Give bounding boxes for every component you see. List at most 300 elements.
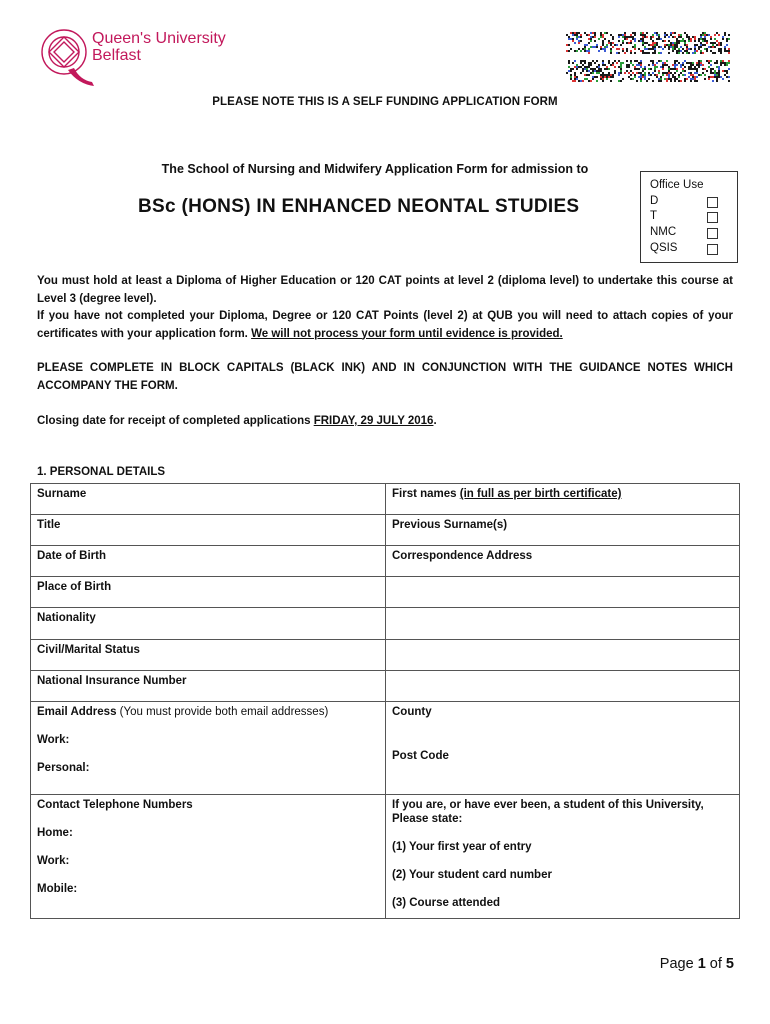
barcode-module: [696, 44, 698, 46]
barcode-module: [672, 68, 674, 70]
barcode-module: [626, 48, 628, 50]
barcode-module: [576, 32, 578, 34]
barcode-module: [620, 68, 622, 70]
barcode-module: [690, 40, 692, 42]
barcode-module: [724, 46, 726, 48]
previous-student-field[interactable]: [386, 795, 740, 919]
barcode-module: [624, 72, 626, 74]
barcode-module: [638, 68, 640, 70]
barcode-module: [670, 78, 672, 80]
barcode-module: [686, 78, 688, 80]
barcode-module: [598, 66, 600, 68]
barcode-module: [698, 48, 700, 50]
barcode-module: [712, 52, 714, 54]
barcode-module: [700, 64, 702, 66]
barcode-module: [692, 52, 694, 54]
barcode-module: [674, 32, 676, 34]
barcode-module: [640, 50, 642, 52]
marital-status-field[interactable]: [31, 640, 386, 671]
barcode-module: [596, 66, 598, 68]
barcode-module: [652, 44, 654, 46]
barcode-module: [610, 44, 612, 46]
barcode-module: [690, 64, 692, 66]
barcode-module: [680, 80, 682, 82]
barcode-module: [714, 72, 716, 74]
barcode-module: [580, 60, 582, 62]
barcode-module: [666, 74, 668, 76]
barcode-module: [654, 52, 656, 54]
barcode-module: [678, 74, 680, 76]
barcode-module: [696, 68, 698, 70]
title-field[interactable]: [31, 515, 386, 546]
barcode-module: [600, 36, 602, 38]
barcode-module: [698, 62, 700, 64]
barcode-module: [688, 48, 690, 50]
barcode-module: [634, 40, 636, 42]
email-personal-label: Personal:: [37, 762, 90, 774]
barcode-module: [684, 44, 686, 46]
office-use-checkbox[interactable]: [707, 212, 718, 223]
barcode-module: [688, 62, 690, 64]
barcode-module: [678, 52, 680, 54]
barcode-module: [614, 44, 616, 46]
barcode-module: [618, 36, 620, 38]
barcode-module: [604, 38, 606, 40]
barcode-module: [634, 60, 636, 62]
barcode-module: [702, 68, 704, 70]
barcode-module: [672, 74, 674, 76]
barcode-module: [668, 52, 670, 54]
barcode-module: [726, 64, 728, 66]
barcode-module: [704, 48, 706, 50]
barcode-module: [680, 72, 682, 74]
barcode-module: [698, 66, 700, 68]
barcode-module: [656, 66, 658, 68]
barcode-module: [624, 38, 626, 40]
barcode-module: [652, 80, 654, 82]
barcode-module: [648, 72, 650, 74]
barcode-module: [710, 50, 712, 52]
barcode-module: [656, 74, 658, 76]
barcode-module: [720, 42, 722, 44]
barcode-module: [660, 76, 662, 78]
barcode-module: [726, 40, 728, 42]
county-postcode-field[interactable]: [386, 702, 740, 795]
barcode-module: [634, 76, 636, 78]
barcode-module: [684, 32, 686, 34]
barcode-module: [714, 34, 716, 36]
barcode-module: [664, 32, 666, 34]
barcode-module: [656, 32, 658, 34]
barcode-module: [578, 40, 580, 42]
barcode-module: [664, 40, 666, 42]
barcode-module: [640, 66, 642, 68]
barcode-module: [602, 42, 604, 44]
ni-number-field[interactable]: [31, 671, 386, 702]
barcode-module: [640, 64, 642, 66]
barcode-module: [602, 76, 604, 78]
barcode-module: [694, 50, 696, 52]
barcode-module: [582, 48, 584, 50]
barcode-module: [676, 78, 678, 80]
barcode-module: [602, 64, 604, 66]
barcode-module: [720, 48, 722, 50]
barcode-module: [718, 44, 720, 46]
barcode-module: [694, 36, 696, 38]
barcode-module: [690, 80, 692, 82]
barcode-module: [672, 76, 674, 78]
barcode-module: [672, 50, 674, 52]
barcode-module: [576, 50, 578, 52]
barcode-module: [642, 70, 644, 72]
barcode-module: [568, 70, 570, 72]
barcode-module: [590, 62, 592, 64]
barcode-module: [604, 68, 606, 70]
barcode-module: [610, 50, 612, 52]
barcode-module: [676, 60, 678, 62]
barcode-module: [582, 60, 584, 62]
barcode-module: [728, 38, 730, 40]
barcode-module: [692, 36, 694, 38]
address-line-field[interactable]: [386, 640, 740, 671]
barcode-module: [570, 32, 572, 34]
barcode-module: [586, 70, 588, 72]
barcode-module: [678, 42, 680, 44]
barcode-module: [664, 36, 666, 38]
office-use-checkbox[interactable]: [707, 244, 718, 255]
barcode-module: [716, 40, 718, 42]
barcode-module: [632, 38, 634, 40]
barcode-module: [644, 72, 646, 74]
barcode-module: [590, 46, 592, 48]
office-use-box: [640, 171, 738, 263]
barcode-module: [622, 36, 624, 38]
email-field[interactable]: [31, 702, 386, 795]
barcode-module: [686, 36, 688, 38]
barcode-module: [684, 70, 686, 72]
barcode-module: [678, 48, 680, 50]
barcode-module: [640, 76, 642, 78]
barcode-module: [670, 46, 672, 48]
barcode-module: [700, 52, 702, 54]
barcode-module: [662, 62, 664, 64]
previous-surname-field[interactable]: [386, 515, 740, 546]
barcode-module: [706, 40, 708, 42]
barcode-module: [642, 44, 644, 46]
barcode-module: [634, 48, 636, 50]
barcode-module: [588, 34, 590, 36]
barcode-module: [644, 34, 646, 36]
barcode-module: [662, 74, 664, 76]
barcode-module: [716, 78, 718, 80]
barcode-module: [668, 36, 670, 38]
barcode-module: [696, 62, 698, 64]
barcode-module: [594, 34, 596, 36]
barcode-module: [670, 68, 672, 70]
barcode-module: [690, 68, 692, 70]
barcode-module: [626, 64, 628, 66]
barcode-module: [644, 46, 646, 48]
barcode-module: [592, 68, 594, 70]
barcode-module: [646, 48, 648, 50]
barcode-module: [682, 62, 684, 64]
office-use-checkbox[interactable]: [707, 228, 718, 239]
barcode-module: [674, 64, 676, 66]
barcode-module: [574, 34, 576, 36]
barcode-module: [596, 70, 598, 72]
barcode-module: [572, 38, 574, 40]
barcode-module: [578, 32, 580, 34]
barcode-module: [584, 32, 586, 34]
barcode-module: [638, 48, 640, 50]
barcode-module: [606, 78, 608, 80]
barcode-module: [642, 42, 644, 44]
barcode-module: [722, 70, 724, 72]
barcode-module: [584, 48, 586, 50]
barcode-module: [686, 52, 688, 54]
place-of-birth-field[interactable]: [31, 577, 386, 608]
barcode-module: [602, 72, 604, 74]
barcode-module: [720, 64, 722, 66]
barcode-module: [586, 68, 588, 70]
barcode-module: [592, 46, 594, 48]
barcode-module: [682, 68, 684, 70]
barcode-module: [574, 78, 576, 80]
barcode-module: [640, 62, 642, 64]
barcode-module: [658, 72, 660, 74]
barcode-module: [672, 48, 674, 50]
barcode-module: [634, 74, 636, 76]
barcode-module: [570, 48, 572, 50]
barcode-module: [658, 38, 660, 40]
barcode-module: [616, 48, 618, 50]
barcode-module: [686, 50, 688, 52]
barcode-module: [660, 52, 662, 54]
student-please-state: Please state:: [392, 813, 463, 825]
barcode-module: [672, 42, 674, 44]
office-use-label: D: [650, 195, 659, 207]
barcode-module: [574, 80, 576, 82]
barcode-module: [718, 76, 720, 78]
barcode-module: [594, 76, 596, 78]
barcode-module: [676, 42, 678, 44]
barcode-module: [700, 38, 702, 40]
barcode-module: [636, 64, 638, 66]
barcode-module: [728, 50, 730, 52]
barcode-module: [694, 40, 696, 42]
barcode-module: [712, 46, 714, 48]
barcode-module: [606, 66, 608, 68]
barcode-module: [620, 64, 622, 66]
barcode-module: [664, 72, 666, 74]
barcode-module: [722, 62, 724, 64]
barcode-module: [680, 34, 682, 36]
barcode-module: [724, 74, 726, 76]
barcode-module: [674, 68, 676, 70]
email-work-label: Work:: [37, 734, 70, 746]
barcode-module: [684, 78, 686, 80]
barcode-module: [666, 72, 668, 74]
barcode-module: [584, 60, 586, 62]
barcode-module: [670, 44, 672, 46]
barcode-module: [718, 72, 720, 74]
barcode-module: [668, 72, 670, 74]
barcode-module: [628, 72, 630, 74]
barcode-module: [704, 78, 706, 80]
first-names-note: (in full as per birth certificate): [459, 488, 622, 500]
barcode-module: [600, 34, 602, 36]
barcode-module: [678, 50, 680, 52]
barcode-module: [586, 44, 588, 46]
closing-date: [37, 413, 733, 431]
barcode-module: [602, 34, 604, 36]
barcode-module: [654, 32, 656, 34]
barcode-module: [580, 40, 582, 42]
barcode-module: [574, 66, 576, 68]
barcode-module: [610, 48, 612, 50]
correspondence-address-field[interactable]: [386, 546, 740, 577]
barcode-module: [682, 38, 684, 40]
barcode-module: [638, 72, 640, 74]
telephone-field[interactable]: [31, 795, 386, 919]
barcode-module: [656, 62, 658, 64]
email-note: (You must provide both email addresses): [119, 706, 329, 718]
barcode-module: [624, 36, 626, 38]
barcode-module: [602, 44, 604, 46]
logo-line-2: Belfast: [92, 47, 141, 64]
barcode-module: [668, 68, 670, 70]
barcode-module: [620, 62, 622, 64]
barcode-module: [584, 46, 586, 48]
barcode-module: [690, 78, 692, 80]
barcode-module: [724, 64, 726, 66]
barcode-module: [642, 76, 644, 78]
barcode-module: [652, 36, 654, 38]
barcode-module: [720, 50, 722, 52]
address-line-field[interactable]: [386, 671, 740, 702]
email-label: Email Address: [37, 706, 117, 718]
barcode-module: [692, 76, 694, 78]
barcode-module: [692, 78, 694, 80]
barcode-module: [676, 52, 678, 54]
barcode-module: [576, 64, 578, 66]
barcode-module: [716, 60, 718, 62]
first-names-field[interactable]: [386, 484, 740, 515]
barcode-module: [716, 74, 718, 76]
barcode-module: [660, 78, 662, 80]
barcode-module: [704, 74, 706, 76]
barcode-module: [602, 62, 604, 64]
barcode-module: [652, 48, 654, 50]
barcode-module: [612, 36, 614, 38]
barcode-module: [710, 72, 712, 74]
barcode-module: [704, 38, 706, 40]
barcode-module: [700, 34, 702, 36]
barcode-module: [616, 44, 618, 46]
address-line-field[interactable]: [386, 608, 740, 640]
barcode-module: [728, 60, 730, 62]
barcode-module: [698, 64, 700, 66]
barcode-module: [592, 60, 594, 62]
barcode-module: [648, 74, 650, 76]
requirements-line-1: You must hold at least a Diploma of Higher Education or 120 CAT points at level 2 (diploma level) to undertake this course at Level 3 (degree level).: [37, 275, 733, 305]
barcode-module: [582, 80, 584, 82]
barcode-module: [698, 74, 700, 76]
barcode-module: [630, 62, 632, 64]
place-of-birth-label: Place of Birth: [37, 581, 112, 593]
barcode-module: [604, 76, 606, 78]
barcode-module: [626, 42, 628, 44]
barcode-module: [726, 72, 728, 74]
barcode-module: [580, 80, 582, 82]
dob-field[interactable]: [31, 546, 386, 577]
barcode-module: [694, 76, 696, 78]
barcode-module: [676, 64, 678, 66]
barcode-module: [630, 36, 632, 38]
barcode-module: [724, 70, 726, 72]
barcode-module: [710, 42, 712, 44]
barcode-module: [712, 42, 714, 44]
barcode-module: [720, 52, 722, 54]
barcode-module: [636, 68, 638, 70]
barcode-module: [622, 62, 624, 64]
barcode-module: [666, 80, 668, 82]
barcode-module: [728, 34, 730, 36]
barcode-module: [680, 46, 682, 48]
barcode-module: [654, 44, 656, 46]
barcode-module: [696, 80, 698, 82]
barcode-module: [668, 78, 670, 80]
barcode-module: [676, 44, 678, 46]
barcode-module: [728, 80, 730, 82]
page-footer: [660, 956, 734, 972]
barcode-module: [708, 78, 710, 80]
barcode-module: [656, 42, 658, 44]
barcode-module: [638, 62, 640, 64]
barcode-module: [726, 38, 728, 40]
barcode-module: [682, 48, 684, 50]
barcode-module: [606, 76, 608, 78]
surname-field[interactable]: [31, 484, 386, 515]
barcode-module: [604, 32, 606, 34]
barcode-module: [650, 38, 652, 40]
barcode-module: [594, 70, 596, 72]
barcode-module: [672, 64, 674, 66]
office-use-checkbox[interactable]: [707, 197, 718, 208]
barcode-module: [566, 44, 568, 46]
barcode-module: [590, 38, 592, 40]
barcode-module: [654, 70, 656, 72]
barcode-module: [568, 38, 570, 40]
barcode-module: [642, 50, 644, 52]
barcode-module: [612, 62, 614, 64]
barcode-module: [572, 68, 574, 70]
barcode-module: [578, 36, 580, 38]
barcode-module: [618, 40, 620, 42]
barcode-module: [650, 44, 652, 46]
barcode-module: [652, 64, 654, 66]
nationality-field[interactable]: [31, 608, 386, 640]
barcode-module: [608, 72, 610, 74]
barcode-module: [700, 74, 702, 76]
barcode-module: [708, 62, 710, 64]
barcode-module: [620, 44, 622, 46]
barcode-module: [664, 34, 666, 36]
barcode-module: [576, 76, 578, 78]
barcode-module: [728, 68, 730, 70]
address-line-field[interactable]: [386, 577, 740, 608]
barcode-module: [652, 40, 654, 42]
